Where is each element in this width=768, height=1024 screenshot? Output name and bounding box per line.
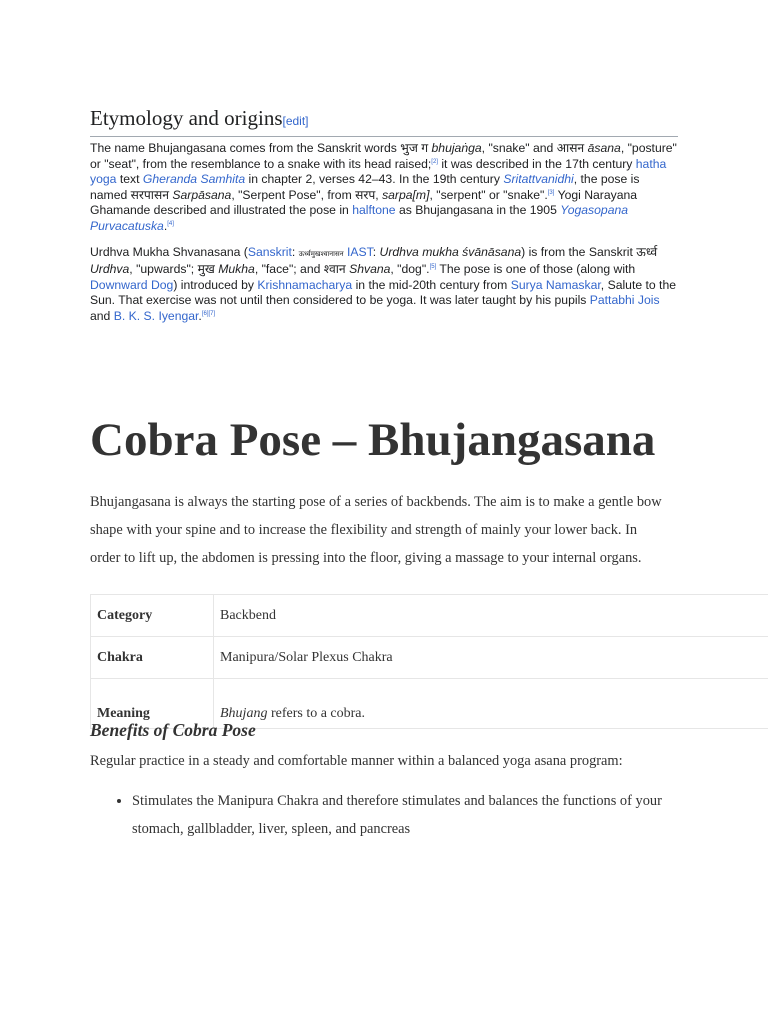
pattabhi-jois-link[interactable]: Pattabhi Jois bbox=[589, 293, 660, 308]
benefits-lead: Regular practice in a steady and comfortable manner within a balanced yoga asana program: bbox=[90, 753, 623, 769]
reference-link[interactable]: [2] bbox=[431, 158, 438, 165]
benefits-list bbox=[90, 787, 672, 843]
table-key: Category bbox=[91, 595, 214, 637]
edit-link[interactable]: [edit] bbox=[282, 114, 309, 128]
sanskrit-link[interactable]: Sanskrit bbox=[247, 244, 292, 259]
blog-section bbox=[90, 410, 768, 843]
table-row bbox=[91, 637, 768, 679]
table-value: Backbend bbox=[214, 595, 768, 637]
reference-link[interactable]: [4] bbox=[167, 220, 174, 227]
surya-namaskar-link[interactable]: Surya Namaskar bbox=[510, 277, 601, 292]
reference-link[interactable]: [3] bbox=[547, 189, 555, 196]
table-key: Meaning bbox=[91, 679, 214, 729]
halftone-link[interactable]: halftone bbox=[352, 203, 396, 218]
devanagari-text: सरपासन bbox=[130, 187, 169, 202]
table-row bbox=[91, 595, 768, 637]
sritattvanidhi-link[interactable]: Sritattvanidhi bbox=[503, 172, 574, 187]
iyengar-link[interactable]: B. K. S. Iyengar bbox=[113, 308, 199, 323]
yogasopana-link[interactable]: Yogasopana Purvacatuska bbox=[90, 203, 629, 233]
benefits-heading: Benefits of Cobra Pose bbox=[90, 720, 256, 740]
reference-link[interactable]: [5] bbox=[429, 264, 437, 271]
etymology-paragraph-1: The name Bhujangasana comes from the Sanskrit words भुज ग bhujaṅga, "snake" and आसन āsana, "posture" or "seat", from the resemblance to a snake with its head raised;[2] it was described in the 17th century hatha yoga text Gheranda Samhita in chapter 2, verses 42–43. In the 19th century Sritattvanidhi, the pose is named सरपासन Sarpāsana, "Serpent Pose", from सरप, sarpa[m], "serpent" or "snake".[3] Yogi Narayana Ghamande described and illustrated the pose in halftone as Bhujangasana in the 1905 Yogasopana Purvacatuska.[4] bbox=[90, 141, 677, 233]
devanagari-text: सरप bbox=[355, 187, 376, 202]
krishnamacharya-link[interactable]: Krishnamacharya bbox=[257, 277, 353, 292]
devanagari-text: आसन bbox=[556, 141, 585, 155]
pose-info-table bbox=[90, 594, 768, 729]
gheranda-samhita-link[interactable]: Gheranda Samhita bbox=[142, 172, 246, 187]
page-title: Cobra Pose – Bhujangasana bbox=[90, 414, 656, 466]
wiki-section bbox=[90, 104, 678, 335]
table-value: Manipura/Solar Plexus Chakra bbox=[214, 637, 768, 679]
table-key: Chakra bbox=[91, 637, 214, 679]
etymology-paragraph-2: Urdhva Mukha Shvanasana (Sanskrit: ऊर्ध्वमुखश्वानासन IAST: Urdhva mukha śvānāsana) is from the Sanskrit ऊर्ध्व Urdhva, "upwards"; मुख Mukha, "face"; and श्वान Shvana, "dog".[5] The pose is one of those (along with Downward Dog) introduced by Krishnamacharya in the mid-20th century from Surya Namaskar, Salute to the Sun. That exercise was not until then considered to be yoga. It was later taught by his pupils Pattabhi Jois and B. K. S. Iyengar.[6][7] bbox=[90, 244, 677, 323]
downward-dog-link[interactable]: Downward Dog bbox=[90, 277, 174, 292]
iast-link[interactable]: IAST bbox=[347, 244, 373, 259]
devanagari-text: श्वान bbox=[323, 262, 346, 277]
devanagari-text: ऊर्ध्वमुखश्वानासन bbox=[298, 250, 344, 258]
devanagari-text: मुख bbox=[197, 262, 215, 277]
devanagari-text: ऊर्ध्व bbox=[636, 244, 658, 259]
intro-paragraph: Bhujangasana is always the starting pose of a series of backbends. The aim is to make a gentle bow shape with your spine and to increase the flexibility and strength of mainly your lower back. In order to lift up, the abdomen is pressing into the floor, giving a massage to your internal organs. bbox=[90, 494, 662, 566]
reference-link[interactable]: [6][7] bbox=[201, 310, 216, 317]
hatha-yoga-link[interactable]: hatha yoga bbox=[90, 156, 667, 187]
section-heading bbox=[90, 104, 678, 137]
section-heading-text: Etymology and origins bbox=[90, 106, 283, 130]
list-item: • Stimulates the Manipura Chakra and therefore stimulates and balances the functions of your stomach, gallbladder, liver, spleen, and pancreas bbox=[132, 787, 672, 843]
devanagari-text: भुज ग bbox=[400, 141, 429, 155]
table-value: Bhujang refers to a cobra. bbox=[214, 679, 768, 729]
